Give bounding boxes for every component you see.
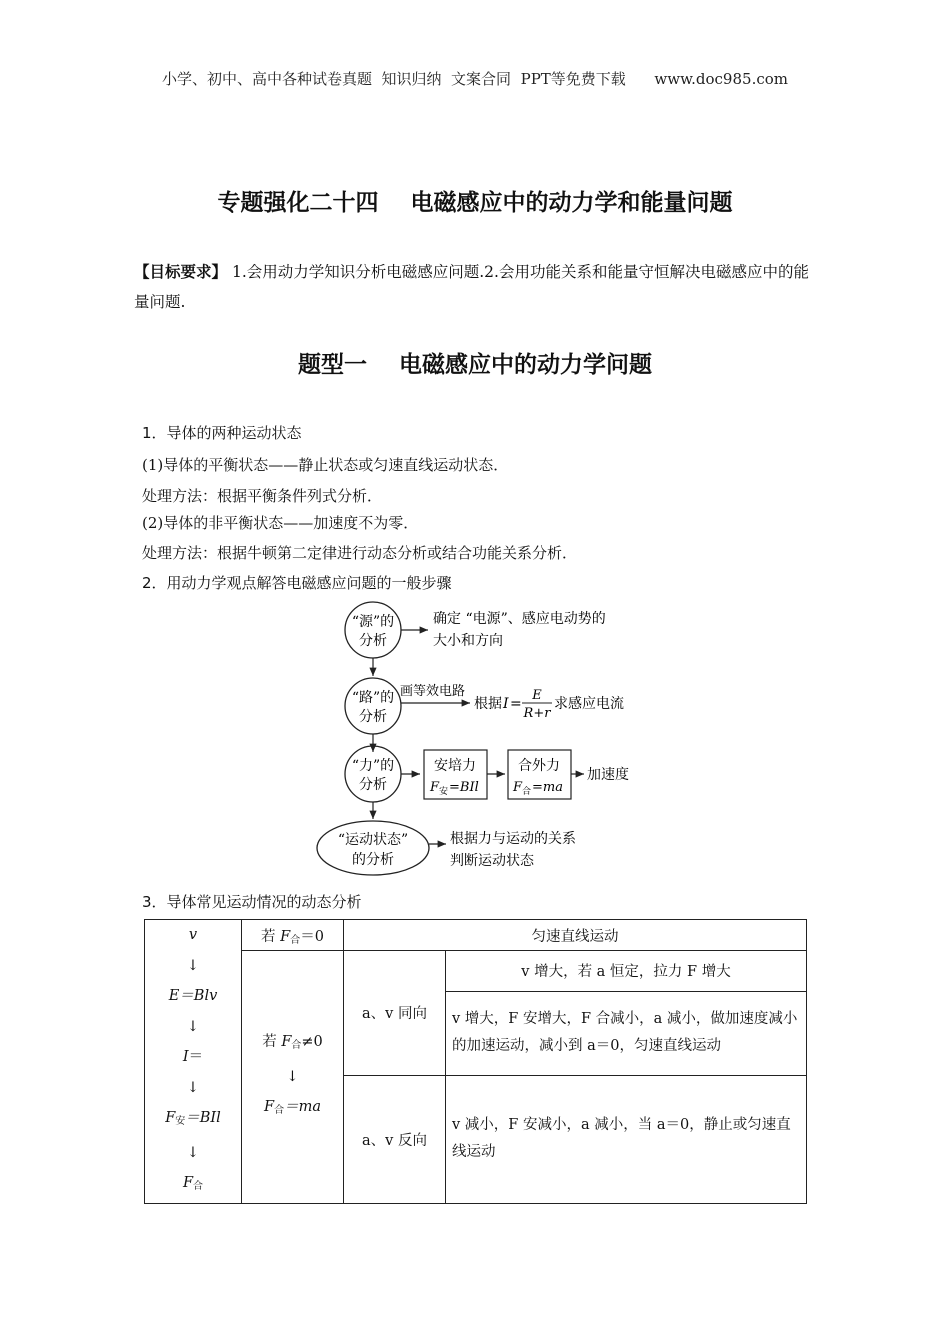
chain-arrow-2: ↓ [186,1018,200,1035]
cond-zero-sub: 合 [290,934,301,946]
sec3-heading: 3．导体常见运动情况的动态分析 [142,893,362,911]
motion-text-1: 根据力与运动的关系 [450,831,576,847]
cond-zero-post: ＝0 [300,928,324,945]
chain-Fhe [151,1168,235,1203]
cond-zero-F: F [280,928,291,945]
cond-nonzero-cell [242,951,344,1204]
node-motion-label-1: “运动状态” [337,832,409,848]
chain-Fan-F: F [165,1110,176,1126]
box-net-formula: =ma [532,780,563,795]
sec1-line3: (2)导体的非平衡状态——加速度不为零． [142,514,419,532]
circuit-text-pre: 根据 [474,696,502,712]
cond-nz-F: F [281,1034,292,1050]
node-source [345,602,401,658]
acceleration-text: 加速度 [587,767,629,783]
box-net-sub: 合 [522,787,532,797]
sec1-line1: (1)导体的平衡状态——静止状态或匀速直线运动状态． [142,456,509,474]
uniform-cell: 匀速直线运动 [344,920,807,951]
cond-nz-post: ≠0 [301,1034,323,1050]
dynamics-table [144,919,807,1204]
cond-zero-cell [242,920,344,951]
chain-arrow-1: ↓ [186,957,200,974]
page-header: 小学、初中、高中各种试卷真题 知识归纳 文案合同 PPT等免费下载 www.doc985.com [161,70,788,88]
page-title: 专题强化二十四 电磁感应中的动力学和能量问题 [217,190,733,216]
cond-nz-pre: 若 [262,1034,282,1050]
cond-fma-F: F [264,1099,275,1115]
chain-Fan-sub: 安 [175,1116,186,1127]
circuit-equals: = [510,696,522,712]
chain-E [151,981,235,1012]
sec1-line4: 处理方法：根据牛顿第二定律进行动态分析或结合功能关系分析． [142,544,578,562]
cond-nz-arrow: ↓ [286,1068,299,1085]
chain-I-eq: ＝ [188,1049,204,1065]
box-ampere-sub: 安 [439,787,449,797]
box-ampere-formula: =BIl [449,780,479,795]
flowchart [300,600,660,880]
goal-paragraph [134,257,824,317]
box-ampere-F: F [430,780,440,795]
cond-zero-pre: 若 [261,928,281,945]
source-text-2: 大小和方向 [433,633,503,649]
chain-v: v [188,927,198,943]
motion-text-2: 判断运动状态 [450,853,534,869]
chain-arrow-3: ↓ [186,1079,200,1096]
sec2-heading: 2．用动力学观点解答电磁感应问题的一般步骤 [142,574,452,592]
box-net-title: 合外力 [518,758,560,774]
section-title: 题型一 电磁感应中的动力学问题 [297,352,653,378]
box-ampere-title: 安培力 [434,758,476,774]
node-force [345,746,401,802]
node-source-label-2: 分析 [359,633,387,649]
chain-I-sym: I [182,1049,189,1065]
source-text-1: 确定 “电源”、感应电动势的 [433,611,606,627]
circuit-text-post: 求感应电流 [554,696,624,712]
chain-Fhe-F: F [182,1175,194,1191]
node-circuit-label-2: 分析 [359,709,387,725]
goal-text: 1.会用动力学知识分析电磁感应问题.2.会用功能关系和能量守恒解决电磁感应中的能量问题. [134,263,809,311]
row2-cell: v 增大，F 安增大，F 合减小，a 减小，做加速度减小的加速运动，减小到 a＝0，匀速直线运动 [446,991,807,1075]
circuit-current-symbol: I [503,696,509,712]
box-net-F: F [513,780,523,795]
chain-Fhe-sub: 合 [193,1181,204,1192]
node-circuit [345,678,401,734]
node-motion-label-2: 的分析 [352,852,394,868]
cond-nz-sub: 合 [291,1040,302,1051]
fraction-denominator: R+r [523,706,551,721]
chain-arrow-4: ↓ [186,1144,200,1161]
chain-Fan [151,1103,235,1138]
opposite-direction-cell: a、v 反向 [344,1075,446,1203]
row1-cell: v 增大，若 a 恒定，拉力 F 增大 [446,951,807,992]
sec1-line2: 处理方法：根据平衡条件列式分析． [142,487,383,505]
same-direction-cell: a、v 同向 [344,951,446,1076]
circuit-arrow-label: 画等效电路 [400,684,466,699]
row3-cell: v 减小，F 安减小，a 减小，当 a＝0，静止或匀速直线运动 [446,1075,807,1203]
chain-E-sym: E [168,988,180,1004]
chain-I [151,1042,235,1073]
goal-label: 【目标要求】 [134,263,228,281]
node-force-label-1: “力”的 [351,758,395,774]
fraction-numerator: E [532,688,542,703]
node-source-label-1: “源”的 [351,614,395,630]
cond-fma-eq: ＝ma [284,1099,321,1115]
node-force-label-2: 分析 [359,777,387,793]
sec1-heading: 1．导体的两种运动状态 [142,424,302,442]
node-circuit-label-1: “路”的 [351,690,395,706]
chain-E-eq: ＝Blv [179,988,218,1004]
chain-Fan-eq: ＝BIl [185,1110,221,1126]
cond-fma-sub: 合 [274,1105,285,1116]
chain-cell [145,920,242,1204]
